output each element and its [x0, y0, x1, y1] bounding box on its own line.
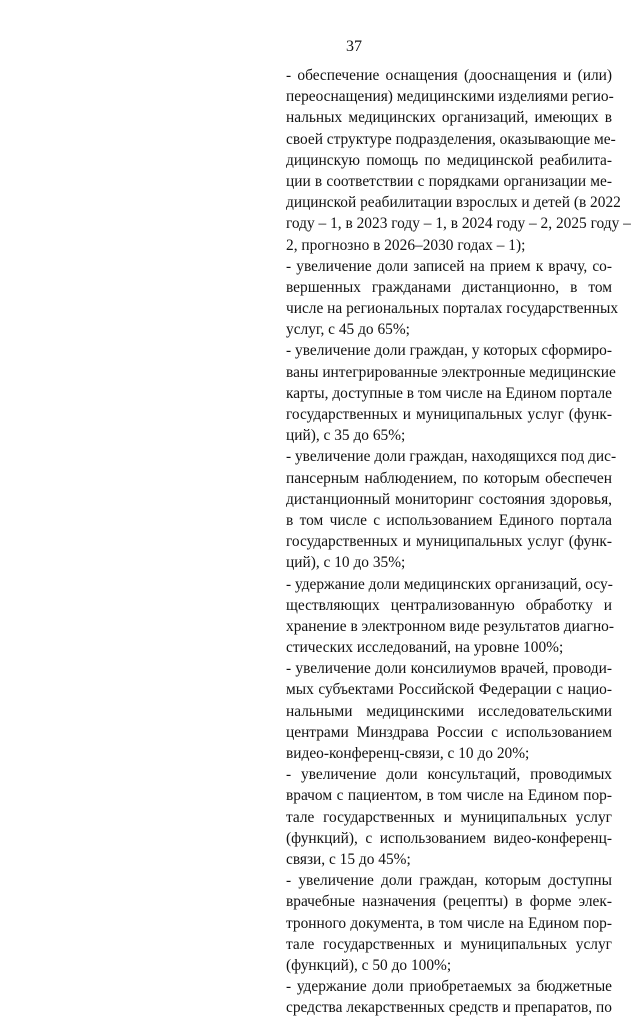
- text-line: (функций), с 50 до 100%;: [286, 956, 452, 974]
- text-line: ществляющих централизованную обработку и: [286, 596, 612, 614]
- text-line: тале государственных и муниципальных услуг: [286, 808, 612, 826]
- text-line: хранение в электронном виде результатов диагно-: [286, 617, 614, 635]
- text-line: услуг, с 45 до 65%;: [286, 321, 410, 339]
- document-text-block: [286, 65, 631, 1018]
- text-line: связи, с 15 до 45%;: [286, 850, 411, 868]
- text-line: государственных и муниципальных услуг (функ-: [286, 406, 612, 423]
- text-line: дицинской реабилитации взрослых и детей (в 2022: [286, 194, 621, 212]
- paragraph-electronic-prescriptions: [286, 870, 612, 976]
- text-line: - увеличение доли граждан, которым доступны: [286, 872, 612, 890]
- text-line: - обеспечение оснащения (дооснащения и (или): [286, 67, 612, 84]
- paragraph-doctor-consiliums: [286, 658, 612, 764]
- text-line: дицинскую помощь по медицинской реабилита-: [286, 151, 612, 169]
- text-line: тале государственных и муниципальных услуг: [286, 935, 612, 953]
- text-line: центрами Минздрава России с использованием: [286, 723, 612, 741]
- page-number: 37: [346, 38, 362, 55]
- text-line: врачом с пациентом, в том числе на Едином пор-: [286, 787, 612, 805]
- text-line: - увеличение доли консилиумов врачей, проводи-: [286, 660, 612, 678]
- text-line: - удержание доли медицинских организаций, осу-: [286, 575, 613, 593]
- text-line: 2, прогнозно в 2026–2030 годах – 1);: [286, 236, 526, 254]
- text-line: вершенных гражданами дистанционно, в том: [286, 278, 612, 296]
- text-line: своей структуре подразделения, оказывающие ме-: [286, 130, 616, 148]
- paragraph-video-consultations: [286, 764, 612, 870]
- text-line: врачебные назначения (рецепты) в форме элек-: [286, 893, 612, 911]
- text-line: государственных и муниципальных услуг (функ-: [286, 533, 612, 551]
- text-line: карты, доступные в том числе на Едином портале: [286, 384, 612, 402]
- text-line: (функций), с использованием видео-конференц-: [286, 829, 612, 847]
- text-line: ций), с 35 до 65%;: [286, 427, 406, 445]
- text-line: дистанционный мониторинг состояния здоровья,: [286, 490, 612, 508]
- text-line: видео-конференц-связи, с 10 до 20%;: [286, 745, 530, 762]
- paragraph-centralized-processing: [286, 574, 612, 659]
- paragraph-budget-medicines: [286, 976, 612, 1018]
- paragraph-medical-equipment: [286, 65, 631, 256]
- paragraph-remote-monitoring: [286, 446, 617, 573]
- text-line: нальных медицинских организаций, имеющих в: [286, 109, 612, 127]
- text-line: - удержание доли приобретаемых за бюджетные: [286, 978, 612, 996]
- text-line: пансерным наблюдением, по которым обеспечен: [286, 469, 612, 487]
- text-line: средства лекарственных средств и препаратов, по: [286, 999, 612, 1017]
- text-line: - увеличение доли граждан, находящихся под дис-: [286, 448, 617, 466]
- paragraph-remote-appointments: [286, 256, 619, 341]
- text-line: тронного документа, в том числе на Едином пор-: [286, 914, 612, 932]
- text-line: числе на региональных порталах государственных: [286, 300, 619, 318]
- text-line: нальными медицинскими исследовательскими: [286, 702, 612, 720]
- text-line: мых субъектами Российской Федерации с нацио-: [286, 681, 612, 699]
- text-line: - увеличение доли консультаций, проводимых: [286, 766, 612, 784]
- text-line: - увеличение доли граждан, у которых сформиро-: [286, 342, 612, 360]
- text-line: стических исследований, на уровне 100%;: [286, 639, 564, 657]
- text-line: ций), с 10 до 35%;: [286, 554, 406, 572]
- text-line: ваны интегрированные электронные медицинские: [286, 363, 616, 381]
- text-line: - увеличение доли записей на прием к врачу, со-: [286, 257, 612, 275]
- text-line: переоснащения) медицинскими изделиями регио-: [286, 88, 614, 106]
- paragraph-electronic-medical-records: [286, 340, 616, 446]
- text-line: в том числе с использованием Единого портала: [286, 511, 612, 529]
- text-line: году – 1, в 2023 году – 1, в 2024 году – 2, 2025 году –: [286, 215, 631, 233]
- text-line: ции в соответствии с порядками организации ме-: [286, 172, 612, 190]
